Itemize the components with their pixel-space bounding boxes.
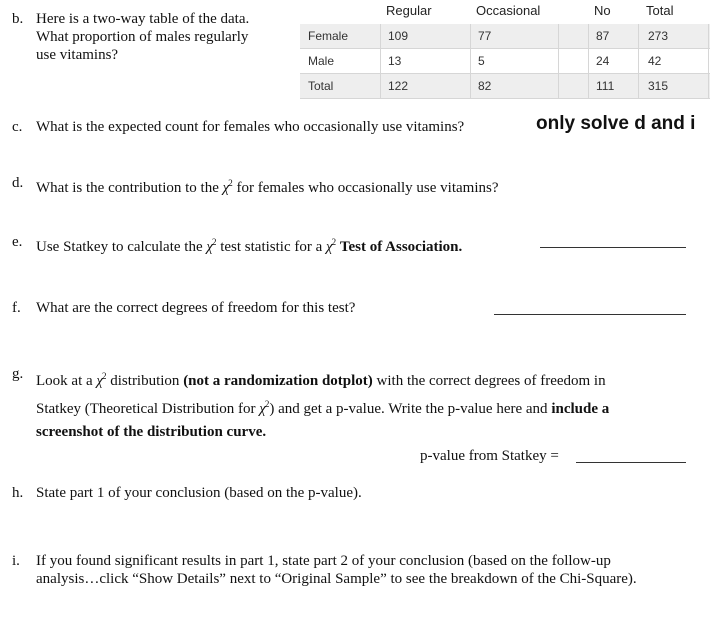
cell-male-regular: 13: [388, 54, 402, 68]
chi-symbol: χ: [206, 239, 213, 255]
two-way-table: [300, 0, 710, 98]
question-g-l1a: Look at a: [36, 373, 93, 389]
chi-symbol: χ: [326, 239, 333, 255]
question-c-text: What is the expected count for females who occasionally use vitamins?: [36, 119, 465, 135]
cell-female-total: 273: [648, 29, 669, 43]
question-b-line3: use vitamins?: [36, 47, 119, 63]
answer-blank-f[interactable]: [494, 314, 686, 315]
cell-male-total: 42: [648, 54, 662, 68]
question-g-l2c: include a: [551, 401, 610, 417]
cell-female-regular: 109: [388, 29, 409, 43]
question-g-letter: g.: [12, 366, 24, 382]
pvalue-line: [420, 447, 559, 466]
table-row-total: [300, 74, 710, 98]
question-h-letter: h.: [12, 485, 24, 501]
question-h-text: State part 1 of your conclusion (based on the p-value).: [36, 485, 362, 501]
table-divider: [380, 24, 381, 98]
cell-female-no: 87: [596, 29, 610, 43]
chi-symbol: χ: [259, 401, 266, 417]
table-divider: [470, 24, 471, 98]
superscript-2: 2: [331, 237, 337, 247]
question-b-letter: b.: [12, 11, 24, 27]
question-g-l2b: ) and get a p-value. Write the p-value here and: [269, 401, 548, 417]
table-divider: [558, 24, 559, 98]
question-i-line2: analysis…click “Show Details” next to “Original Sample” to see the breakdown of the Chi-Square).: [36, 571, 637, 587]
handwritten-note: only solve d and i: [536, 113, 696, 134]
pvalue-blank[interactable]: [576, 462, 686, 463]
col-header-total: Total: [646, 3, 674, 18]
row-label-male: Male: [308, 54, 335, 68]
cell-male-occasional: 5: [478, 54, 485, 68]
question-g-l1c: (not a randomization dotplot): [183, 373, 373, 389]
cell-male-no: 24: [596, 54, 610, 68]
superscript-2: 2: [264, 399, 270, 409]
superscript-2: 2: [102, 371, 107, 381]
row-label-total: Total: [308, 79, 334, 93]
chi-symbol: χ: [96, 373, 104, 389]
pvalue-label: p-value from Statkey =: [420, 448, 559, 464]
question-c-letter: c.: [12, 119, 23, 135]
answer-blank-e[interactable]: [540, 247, 686, 248]
question-g-l1b: distribution: [110, 373, 180, 389]
table-divider: [300, 73, 710, 74]
question-i-letter: i.: [12, 553, 20, 569]
table-row-female: [300, 24, 710, 48]
superscript-2: 2: [228, 178, 233, 188]
superscript-2: 2: [211, 237, 217, 247]
question-g-l1d: with the correct degrees of freedom in: [376, 373, 606, 389]
question-f-letter: f.: [12, 300, 21, 316]
cell-total-no: 111: [596, 79, 615, 93]
question-b-line2: What proportion of males regularly: [36, 29, 249, 45]
question-e-letter: e.: [12, 234, 23, 250]
table-divider: [588, 24, 589, 98]
question-d-letter: d.: [12, 175, 24, 191]
question-g-l3: screenshot of the distribution curve.: [36, 424, 267, 440]
question-i-line1: If you found significant results in part 1, state part 2 of your conclusion (based on the follow-up: [36, 553, 611, 569]
col-header-no: No: [594, 3, 611, 18]
table-divider: [708, 24, 709, 98]
table-divider: [638, 24, 639, 98]
row-label-female: Female: [308, 29, 349, 43]
col-header-occasional: Occasional: [476, 3, 541, 18]
question-f-text: What are the correct degrees of freedom for this test?: [36, 300, 356, 316]
question-d-text-b: for females who occasionally use vitamins?: [236, 180, 499, 196]
question-e-text-c: Test of Association.: [339, 239, 463, 255]
table-divider: [300, 48, 710, 49]
question-b-line1: Here is a two-way table of the data.: [36, 11, 250, 27]
table-divider: [300, 98, 710, 99]
question-g-l2a: Statkey (Theoretical Distribution for: [36, 401, 256, 417]
cell-total-regular: 122: [388, 79, 409, 93]
question-d-text-a: What is the contribution to the: [36, 180, 219, 196]
question-e-text-a: Use Statkey to calculate the: [36, 239, 203, 255]
cell-female-occasional: 77: [478, 29, 492, 43]
table-row-male: [300, 49, 710, 73]
cell-total-occasional: 82: [478, 79, 492, 93]
col-header-regular: Regular: [386, 3, 432, 18]
chi-symbol: χ: [222, 180, 230, 196]
cell-total-total: 315: [648, 79, 669, 93]
question-e-text-b: test statistic for a: [220, 239, 323, 255]
